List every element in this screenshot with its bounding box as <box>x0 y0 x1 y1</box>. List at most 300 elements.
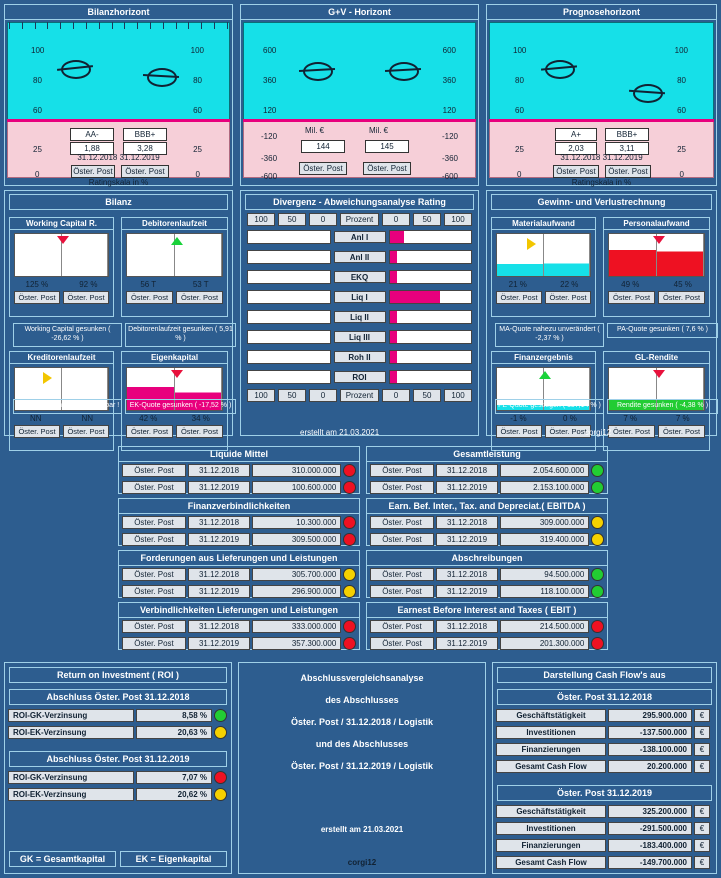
gauge-scale-left-360: 360 <box>263 76 277 85</box>
card-pct-row <box>604 414 709 423</box>
gauge-scale-right-120: 120 <box>442 106 456 115</box>
divergenz-label[interactable]: Liq III <box>334 331 386 343</box>
cashflow-unit: € <box>694 743 710 756</box>
cashflow-unit: € <box>694 709 710 722</box>
scale-left-0: 0 <box>309 213 337 226</box>
scale-right-0: 0 <box>382 213 410 226</box>
table-finanzverbindlichkeiten <box>118 498 360 546</box>
divergenz-label[interactable]: EKQ <box>334 271 386 283</box>
gauge-scale-left-25: 25 <box>515 145 524 154</box>
status-badge <box>214 788 227 801</box>
card-bar <box>126 233 223 277</box>
cell-company[interactable]: Öster. Post <box>370 620 434 633</box>
gauge-body <box>241 20 478 180</box>
cashflow-row <box>493 803 716 820</box>
cell-date[interactable]: 31.12.2018 <box>188 620 250 633</box>
status-badge <box>214 771 227 784</box>
roi-value: 20,62 % <box>136 788 212 801</box>
divergenz-bar-right <box>389 310 473 324</box>
table-row <box>119 618 359 635</box>
cell-company[interactable]: Öster. Post <box>370 533 434 546</box>
gauge-scale-left-60: 60 <box>515 106 524 115</box>
status-badge <box>343 585 356 598</box>
cell-company[interactable]: Öster. Post <box>370 516 434 529</box>
rating-button-2[interactable] <box>123 128 167 155</box>
bar-seg-left <box>127 234 175 276</box>
cell-date[interactable]: 31.12.2019 <box>188 533 250 546</box>
cell-date[interactable]: 31.12.2019 <box>436 637 498 650</box>
center-line-5: Öster. Post / 31.12.2019 / Logistik <box>290 761 434 771</box>
divergenz-label[interactable]: Liq II <box>334 311 386 323</box>
trend-down-icon <box>171 370 183 378</box>
divergenz-row <box>247 310 472 324</box>
rating-label-1: AA- <box>70 128 114 141</box>
status-badge <box>214 709 227 722</box>
cell-value: 2.153.100.000 <box>500 481 589 494</box>
cell-value: 118.100.000 <box>500 585 589 598</box>
divergenz-row <box>247 330 472 344</box>
scale-right-100-b: 100 <box>444 389 472 402</box>
cell-company[interactable]: Öster. Post <box>370 568 434 581</box>
author-label-middle: corgi12 <box>585 428 612 437</box>
gv-value-1[interactable]: 144 <box>301 140 345 153</box>
table-ebit <box>366 602 608 650</box>
panel-gewinn-verlust <box>486 190 717 436</box>
card-pct-row <box>122 280 227 289</box>
table-forderungen <box>118 550 360 598</box>
cell-date[interactable]: 31.12.2018 <box>436 464 498 477</box>
cashflow-label: Finanzierungen <box>496 839 606 852</box>
divergenz-row <box>247 230 472 244</box>
card-title: Working Capital R. <box>10 218 113 230</box>
cell-company[interactable]: Öster. Post <box>122 637 186 650</box>
cashflow-row <box>493 854 716 871</box>
table-liquide-mittel <box>118 446 360 494</box>
cell-date[interactable]: 31.12.2018 <box>436 516 498 529</box>
table-row <box>119 635 359 652</box>
pct-right: 92 % <box>79 280 98 289</box>
card-title: GL-Rendite <box>604 352 709 364</box>
cell-company[interactable]: Öster. Post <box>122 516 186 529</box>
rating-button-2[interactable] <box>605 128 649 155</box>
cell-company[interactable]: Öster. Post <box>122 568 186 581</box>
gauge-scale-left-80: 80 <box>33 76 42 85</box>
unit-label-2: Mil. € <box>369 126 389 135</box>
cashflow-label: Geschäftstätigkeit <box>496 805 606 818</box>
cashflow-label: Investitionen <box>496 726 606 739</box>
roi-section-header-1: Abschluss Öster. Post 31.12.2018 <box>9 689 227 705</box>
rating-button-1[interactable] <box>70 128 114 155</box>
table-title: Gesamtleistung <box>367 447 607 462</box>
table-verbindlichkeiten <box>118 602 360 650</box>
center-line-4: und des Abschlusses <box>315 739 409 749</box>
card-bar <box>496 233 591 277</box>
divergenz-row <box>247 370 472 384</box>
cell-date[interactable]: 31.12.2018 <box>436 620 498 633</box>
card-bar <box>608 233 705 277</box>
gauge-scale-right-0: 0 <box>195 170 200 179</box>
gauge-scale-right-80: 80 <box>677 76 686 85</box>
roi-section-header-2: Abschluss Öster. Post 31.12.2019 <box>9 751 227 767</box>
rating-value-2: 3,28 <box>123 142 167 155</box>
pct-left: NN <box>29 414 42 423</box>
card-company-button-1[interactable]: Öster. Post <box>608 425 655 438</box>
roi-value: 8,58 % <box>136 709 212 722</box>
gauge-scale-left-0: 0 <box>517 170 522 179</box>
pct-left: 21 % <box>508 280 527 289</box>
trend-down-icon <box>653 236 665 244</box>
gauge-footer: Ratingskala in % <box>571 178 632 187</box>
card-company-button-1[interactable]: Öster. Post <box>126 291 173 304</box>
cell-value: 201.300.000 <box>500 637 589 650</box>
gauge-scale-left-80: 80 <box>515 76 524 85</box>
divergenz-label[interactable]: ROI <box>334 371 386 383</box>
gauge-dial-right <box>389 62 419 81</box>
cashflow-unit: € <box>694 822 710 835</box>
divergenz-label[interactable]: Roh II <box>334 351 386 363</box>
card-title: Eigenkapital <box>122 352 227 364</box>
rating-value-1: 1,88 <box>70 142 114 155</box>
cell-company[interactable]: Öster. Post <box>122 585 186 598</box>
divergenz-bar-right <box>389 230 473 244</box>
card-company-button-1[interactable]: Öster. Post <box>14 425 60 438</box>
company-button-1[interactable]: Öster. Post <box>71 165 115 178</box>
cell-company[interactable]: Öster. Post <box>370 637 434 650</box>
card-debitorenlaufzeit <box>121 217 228 317</box>
cashflow-label: Geschäftstätigkeit <box>496 709 606 722</box>
gauge-scale-right-600: 600 <box>442 46 456 55</box>
scale-left-0-b: 0 <box>309 389 337 402</box>
status-badge <box>591 568 604 581</box>
gauge-scale-right-25: 25 <box>677 145 686 154</box>
gauge-gv-horizont <box>240 4 479 186</box>
bar-seg-left <box>15 234 62 276</box>
card-working-capital <box>9 217 114 317</box>
gauge-threshold-line <box>7 119 230 122</box>
table-title: Liquide Mittel <box>119 447 359 462</box>
gauge-title: Bilanzhorizont <box>5 5 232 20</box>
card-materialaufwand <box>491 217 596 317</box>
divergenz-scale-top <box>247 213 472 226</box>
card-buttons <box>608 291 705 304</box>
pct-right: 22 % <box>560 280 579 289</box>
card-pct-row <box>604 280 709 289</box>
cell-date[interactable]: 31.12.2019 <box>188 637 250 650</box>
cell-value: 100.600.000 <box>252 481 341 494</box>
rating-value-2: 3,11 <box>605 142 649 155</box>
cell-value: 319.400.000 <box>500 533 589 546</box>
note-kreditorenlaufzeit: Erfasste Daten nicht auswertbar ! <box>13 399 122 414</box>
divergenz-label[interactable]: Anl I <box>334 231 386 243</box>
card-company-button-1[interactable]: Öster. Post <box>14 291 60 304</box>
gauge-upper-zone <box>243 22 476 120</box>
gauge-scale-right-100: 100 <box>190 46 204 55</box>
pct-left: 7 % <box>623 414 638 423</box>
pct-left: 42 % <box>139 414 158 423</box>
cell-date[interactable]: 31.12.2019 <box>436 533 498 546</box>
table-abschreibungen <box>366 550 608 598</box>
status-badge <box>343 516 356 529</box>
card-pct-row <box>10 414 113 423</box>
roi-row <box>5 707 231 724</box>
card-pct-row <box>492 414 595 423</box>
gauge-title: Prognosehorizont <box>487 5 716 20</box>
bar-seg-left <box>497 234 544 276</box>
card-company-button-1[interactable]: Öster. Post <box>126 425 173 438</box>
card-company-button-2[interactable]: Öster. Post <box>63 291 109 304</box>
cashflow-section-header-2: Öster. Post 31.12.2019 <box>497 785 712 801</box>
rating-label-2: BBB+ <box>605 128 649 141</box>
cashflow-unit: € <box>694 856 710 869</box>
cashflow-value: 20.200.000 <box>608 760 692 773</box>
cell-company[interactable]: Öster. Post <box>122 481 186 494</box>
table-row <box>367 514 607 531</box>
cashflow-value: -183.400.000 <box>608 839 692 852</box>
scale-left-100: 100 <box>247 213 275 226</box>
card-personalaufwand <box>603 217 710 317</box>
divergenz-row <box>247 250 472 264</box>
cell-date[interactable]: 31.12.2018 <box>188 568 250 581</box>
table-row <box>119 479 359 496</box>
cell-company[interactable]: Öster. Post <box>370 481 434 494</box>
divergenz-bar-fill <box>390 231 405 243</box>
card-buttons <box>126 425 223 438</box>
gauge-scale-right-80: 80 <box>193 76 202 85</box>
card-title: Debitorenlaufzeit <box>122 218 227 230</box>
divergenz-row <box>247 350 472 364</box>
panel-cashflow <box>492 662 717 874</box>
pct-right: 0 % <box>563 414 577 423</box>
status-badge <box>591 464 604 477</box>
pct-left: -1 % <box>510 414 527 423</box>
card-company-button-2[interactable]: Öster. Post <box>545 291 591 304</box>
roi-label: ROI-GK-Verzinsung <box>8 709 134 722</box>
pct-right: NN <box>81 414 94 423</box>
divergenz-label[interactable]: Anl II <box>334 251 386 263</box>
panel-roi <box>4 662 232 874</box>
gauge-threshold-line <box>243 119 476 122</box>
gauge-footer: Ratingskala in % <box>88 178 149 187</box>
unit-label-1: Mil. € <box>305 126 325 135</box>
card-company-button-1[interactable]: Öster. Post <box>608 291 655 304</box>
card-buttons <box>126 291 223 304</box>
cell-value: 94.500.000 <box>500 568 589 581</box>
cashflow-row <box>493 741 716 758</box>
status-badge <box>591 637 604 650</box>
gauge-body <box>5 20 232 180</box>
cell-date[interactable]: 31.12.2019 <box>188 585 250 598</box>
status-badge <box>343 464 356 477</box>
card-company-button-2[interactable]: Öster. Post <box>176 291 223 304</box>
divergenz-bar-right <box>389 290 473 304</box>
status-badge <box>343 533 356 546</box>
rating-button-1[interactable] <box>555 128 597 155</box>
cell-company[interactable]: Öster. Post <box>122 464 186 477</box>
divergenz-bar-right <box>389 330 473 344</box>
cashflow-label: Finanzierungen <box>496 743 606 756</box>
center-line-2: des Abschlusses <box>325 695 399 705</box>
card-company-button-2[interactable]: Öster. Post <box>658 291 705 304</box>
roi-value: 20,63 % <box>136 726 212 739</box>
card-pct-row <box>122 414 227 423</box>
divergenz-bar-fill <box>390 331 397 343</box>
cell-company[interactable]: Öster. Post <box>122 620 186 633</box>
cell-company[interactable]: Öster. Post <box>370 585 434 598</box>
card-company-button-2[interactable]: Öster. Post <box>63 425 109 438</box>
gauge-scale-left-600: 600 <box>263 46 277 55</box>
status-badge <box>343 481 356 494</box>
legend-gk: GK = Gesamtkapital <box>9 851 116 867</box>
company-button-1[interactable]: Öster. Post <box>299 162 347 175</box>
cell-value: 357.300.000 <box>252 637 341 650</box>
pct-right: 45 % <box>673 280 692 289</box>
table-row <box>367 479 607 496</box>
table-row <box>119 531 359 548</box>
gv-value-2[interactable]: 145 <box>365 140 409 153</box>
roi-row <box>5 786 231 803</box>
cashflow-title: Darstellung Cash Flow's aus <box>497 667 712 683</box>
cell-value: 310.000.000 <box>252 464 341 477</box>
cell-date[interactable]: 31.12.2019 <box>436 481 498 494</box>
divergenz-bar-left <box>247 290 331 304</box>
gauge-threshold-line <box>489 119 714 122</box>
table-title: Forderungen aus Lieferungen und Leistungen <box>119 551 359 566</box>
card-pct-row <box>10 280 113 289</box>
divergenz-rows <box>241 230 478 384</box>
gauge-scale-left-120: 120 <box>263 106 277 115</box>
cell-date[interactable]: 31.12.2018 <box>188 464 250 477</box>
status-badge <box>591 620 604 633</box>
table-row <box>367 583 607 600</box>
table-row <box>119 462 359 479</box>
cashflow-unit: € <box>694 760 710 773</box>
roi-row <box>5 724 231 741</box>
table-row <box>367 462 607 479</box>
table-title: Abschreibungen <box>367 551 607 566</box>
cell-date[interactable]: 31.12.2018 <box>188 516 250 529</box>
card-buttons <box>496 291 591 304</box>
cashflow-value: 295.900.000 <box>608 709 692 722</box>
scale-right-100: 100 <box>444 213 472 226</box>
divergenz-bar-right <box>389 370 473 384</box>
card-buttons <box>14 425 109 438</box>
card-buttons <box>608 425 705 438</box>
divergenz-scale-bottom <box>247 389 472 402</box>
trend-down-icon <box>57 236 69 244</box>
card-company-button-2[interactable]: Öster. Post <box>176 425 223 438</box>
divergenz-bar-left <box>247 310 331 324</box>
gauge-scale-right-0: 0 <box>679 170 684 179</box>
divergenz-row <box>247 270 472 284</box>
roi-value: 7,07 % <box>136 771 212 784</box>
gauge-dial-left <box>303 62 333 81</box>
created-label-middle: erstellt am 21.03.2021 <box>300 428 380 437</box>
divergenz-row <box>247 290 472 304</box>
roi-label: ROI-EK-Verzinsung <box>8 788 134 801</box>
card-company-button-1[interactable]: Öster. Post <box>496 425 542 438</box>
divergenz-bar-left <box>247 350 331 364</box>
table-row <box>119 566 359 583</box>
roi-legend <box>9 851 227 867</box>
pct-right: 34 % <box>191 414 210 423</box>
card-title: Materialaufwand <box>492 218 595 230</box>
gauge-scale-right-360: 360 <box>442 76 456 85</box>
table-title: Earnest Before Interest and Taxes ( EBIT ) <box>367 603 607 618</box>
bar-seg-left <box>609 234 657 276</box>
cell-company[interactable]: Öster. Post <box>122 533 186 546</box>
gauge-scale-right-25: 25 <box>193 145 202 154</box>
cashflow-value: 325.200.000 <box>608 805 692 818</box>
company-button-2[interactable]: Öster. Post <box>363 162 411 175</box>
divergenz-label[interactable]: Liq I <box>334 291 386 303</box>
divergenz-bar-fill <box>390 291 441 303</box>
status-badge <box>214 726 227 739</box>
divergenz-bar-fill <box>390 251 397 263</box>
cashflow-unit: € <box>694 839 710 852</box>
gauge-scale-left-100: 100 <box>31 46 45 55</box>
gauge-title: G+V - Horizont <box>241 5 478 20</box>
gauge-dates: 31.12.2018 31.12.2019 <box>77 153 160 162</box>
gauge-scale-right-60: 60 <box>193 106 202 115</box>
cashflow-row <box>493 837 716 854</box>
company-button-2[interactable]: Öster. Post <box>121 165 169 178</box>
table-row <box>367 618 607 635</box>
cashflow-row <box>493 724 716 741</box>
center-footer: corgi12 <box>347 858 377 867</box>
trend-flat-icon <box>527 238 536 250</box>
cashflow-section-header-1: Öster. Post 31.12.2018 <box>497 689 712 705</box>
gauge-scale-left-m360: -360 <box>261 154 278 163</box>
scale-center-label-b: Prozent <box>340 389 379 402</box>
company-button-2[interactable]: Öster. Post <box>605 165 651 178</box>
roi-title: Return on Investment ( ROI ) <box>9 667 227 683</box>
card-title: Personalaufwand <box>604 218 709 230</box>
gauge-bilanzhorizont <box>4 4 233 186</box>
cell-date[interactable]: 31.12.2019 <box>436 585 498 598</box>
company-button-1[interactable]: Öster. Post <box>553 165 599 178</box>
card-company-button-2[interactable]: Öster. Post <box>545 425 591 438</box>
cashflow-unit: € <box>694 805 710 818</box>
scale-right-0-b: 0 <box>382 389 410 402</box>
gauge-scale-right-m600: -600 <box>441 172 458 181</box>
trend-up-icon <box>171 237 183 245</box>
center-line-1: Abschlussvergleichsanalyse <box>300 673 424 683</box>
cell-company[interactable]: Öster. Post <box>370 464 434 477</box>
card-bar <box>14 233 109 277</box>
status-badge <box>591 585 604 598</box>
gauge-scale-left-m600: -600 <box>261 172 278 181</box>
divergenz-bar-left <box>247 330 331 344</box>
scale-left-50-b: 50 <box>278 389 306 402</box>
panel-center-info <box>238 662 486 874</box>
note-gl-rendite: Rendite gesunken ( -4,38 % ) <box>607 399 718 414</box>
trend-down-icon <box>653 370 665 378</box>
table-ebitda <box>366 498 608 546</box>
cell-date[interactable]: 31.12.2019 <box>188 481 250 494</box>
card-company-button-1[interactable]: Öster. Post <box>496 291 542 304</box>
divergenz-bar-left <box>247 250 331 264</box>
cell-date[interactable]: 31.12.2018 <box>436 568 498 581</box>
cashflow-label: Gesamt Cash Flow <box>496 760 606 773</box>
pct-left: 56 T <box>140 280 157 289</box>
card-company-button-2[interactable]: Öster. Post <box>658 425 705 438</box>
note-working-capital: Working Capital gesunken ( -26,62 % ) <box>13 323 122 347</box>
table-title: Finanzverbindlichkeiten <box>119 499 359 514</box>
divergenz-bar-fill <box>390 371 397 383</box>
cashflow-value: -291.500.000 <box>608 822 692 835</box>
note-materialaufwand: MA-Quote nahezu unverändert ( -2,37 % ) <box>495 323 604 347</box>
divergenz-bar-left <box>247 270 331 284</box>
